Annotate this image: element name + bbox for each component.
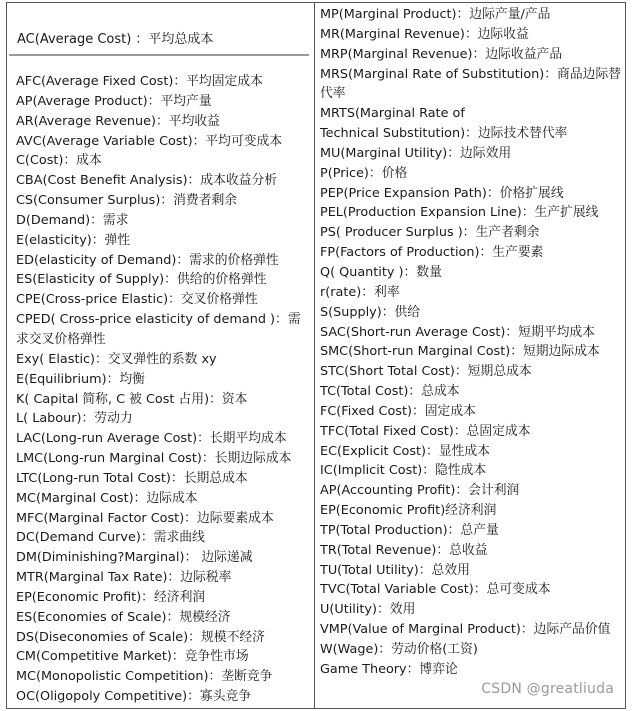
glossary-entry: MRS(Marginal Rate of Substitution)：商品边际替代率 (320, 66, 622, 102)
glossary-entry: DC(Demand Curve)：需求曲线 (16, 530, 205, 546)
glossary-entry: MR(Marginal Revenue)：边际收益 (320, 26, 529, 42)
glossary-entry: LTC(Long-run Total Cost)：长期总成本 (16, 470, 248, 486)
left-column (7, 3, 314, 708)
glossary-entry: K( Capital 简称, C 被 Cost 占用)：资本 (16, 391, 248, 407)
glossary-entry: CM(Competitive Market)：竞争性市场 (16, 649, 249, 665)
csdn-watermark: CSDN @greatliuda (481, 681, 614, 697)
glossary-entry: TVC(Total Variable Cost)：总可变成本 (320, 582, 551, 598)
glossary-entry: CS(Consumer Surplus)：消费者剩余 (16, 193, 238, 209)
glossary-entry: VMP(Value of Marginal Product)：边际产品价值 (320, 622, 611, 638)
glossary-entry: DM(Diminishing?Marginal)： 边际递减 (16, 550, 253, 566)
glossary-entry: EP(Economic Profit)经济利润 (320, 503, 497, 519)
glossary-entry: PEL(Production Expansion Line)：生产扩展线 (320, 205, 599, 221)
glossary-entry: STC(Short Total Cost)：短期总成本 (320, 364, 532, 380)
right-column (315, 3, 625, 708)
glossary-entry: TU(Total Utility)：总效用 (320, 562, 470, 578)
glossary-entry: PEP(Price Expansion Path)：价格扩展线 (320, 185, 564, 201)
glossary-entry: S(Supply)：供给 (320, 304, 421, 320)
glossary-entry: D(Demand)：需求 (16, 212, 129, 228)
glossary-entry: EP(Economic Profit)：经济利润 (16, 589, 206, 605)
glossary-entry: E(Equilibrium)：均衡 (16, 371, 145, 387)
header-term: AC(Average Cost) ：平均总成本 (17, 32, 214, 47)
glossary-entry: IC(Implicit Cost)：隐性成本 (320, 463, 487, 479)
glossary-entry: AFC(Average Fixed Cost)：平均固定成本 (16, 74, 263, 89)
glossary-entry: SMC(Short-run Marginal Cost)：短期边际成本 (320, 344, 600, 360)
glossary-entry: MU(Marginal Utility)：边际效用 (320, 145, 512, 161)
glossary-entry: TR(Total Revenue)：总收益 (320, 542, 488, 558)
glossary-entry: TC(Total Cost)：总成本 (320, 384, 460, 400)
glossary-entry: MRTS(Marginal Rate of (320, 106, 465, 122)
glossary-entry: r(rate)：利率 (320, 284, 400, 300)
glossary-entry: CPED( Cross-price elasticity of demand )：需求交叉价格弹性 (16, 312, 301, 347)
glossary-entry: L( Labour)：劳动力 (16, 411, 133, 427)
glossary-entry: Technical Substitution)：边际技术替代率 (320, 126, 568, 142)
glossary-entry: MTR(Marginal Tax Rate)：边际税率 (16, 570, 232, 586)
glossary-entry: DS(Diseconomies of Scale)：规模不经济 (16, 629, 265, 645)
glossary-entry: AVC(Average Variable Cost)：平均可变成本 (16, 133, 283, 149)
glossary-entry: E(elasticity)：弹性 (16, 232, 131, 248)
glossary-entry: W(Wage)：劳动价格(工资) (320, 642, 478, 657)
glossary-entry: P(Price)：价格 (320, 165, 408, 181)
glossary-entry: MRP(Marginal Revenue)：边际收益产品 (320, 46, 563, 62)
glossary-entry: PS( Producer Surplus )：生产者剩余 (320, 225, 540, 241)
glossary-entry: AR(Average Revenue)：平均收益 (16, 113, 220, 129)
glossary-entry: FC(Fixed Cost)：固定成本 (320, 403, 476, 419)
glossary-entry: SAC(Short-run Average Cost)：短期平均成本 (320, 324, 595, 340)
glossary-entry: MFC(Marginal Factor Cost)：边际要素成本 (16, 510, 274, 526)
left-term-list (16, 72, 312, 707)
glossary-entry: ED(elasticity of Demand)：需求的价格弹性 (16, 252, 279, 268)
right-term-list (320, 5, 625, 680)
glossary-entry: ES(Economies of Scale)：规模经济 (16, 609, 231, 625)
glossary-entry: LAC(Long-run Average Cost)：长期平均成本 (16, 431, 287, 447)
glossary-entry: Exy( Elastic)：交叉弹性的系数 xy (16, 351, 217, 367)
glossary-entry: MC(Monopolistic Competition)：垄断竞争 (16, 669, 273, 685)
glossary-entry: U(Utility)：效用 (320, 602, 416, 618)
glossary-entry: MP(Marginal Product)：边际产量/产品 (320, 7, 551, 22)
header-divider (9, 54, 309, 56)
glossary-entry: EC(Explicit Cost)：显性成本 (320, 443, 491, 459)
glossary-entry: CBA(Cost Benefit Analysis)：成本收益分析 (16, 173, 278, 189)
glossary-entry: Q( Quantity )：数量 (320, 264, 442, 280)
glossary-entry: AP(Average Product)：平均产量 (16, 93, 212, 109)
glossary-entry: TP(Total Production)：总产量 (320, 522, 499, 538)
glossary-entry: ES(Elasticity of Supply)：供给的价格弹性 (16, 272, 267, 288)
glossary-entry: CPE(Cross-price Elastic)：交叉价格弹性 (16, 292, 258, 308)
glossary-entry: FP(Factors of Production)：生产要素 (320, 245, 544, 261)
glossary-entry: TFC(Total Fixed Cost)：总固定成本 (320, 423, 531, 439)
glossary-entry: MC(Marginal Cost)：边际成本 (16, 490, 198, 506)
glossary-entry: AP(Accounting Profit)：会计利润 (320, 483, 520, 499)
glossary-entry: C(Cost)：成本 (16, 153, 102, 169)
glossary-entry: LMC(Long-run Marginal Cost)：长期边际成本 (16, 451, 292, 467)
glossary-entry: Game Theory：博弈论 (320, 661, 458, 677)
glossary-entry: OC(Oligopoly Competitive)：寡头竞争 (16, 689, 252, 705)
glossary-table (6, 2, 626, 709)
